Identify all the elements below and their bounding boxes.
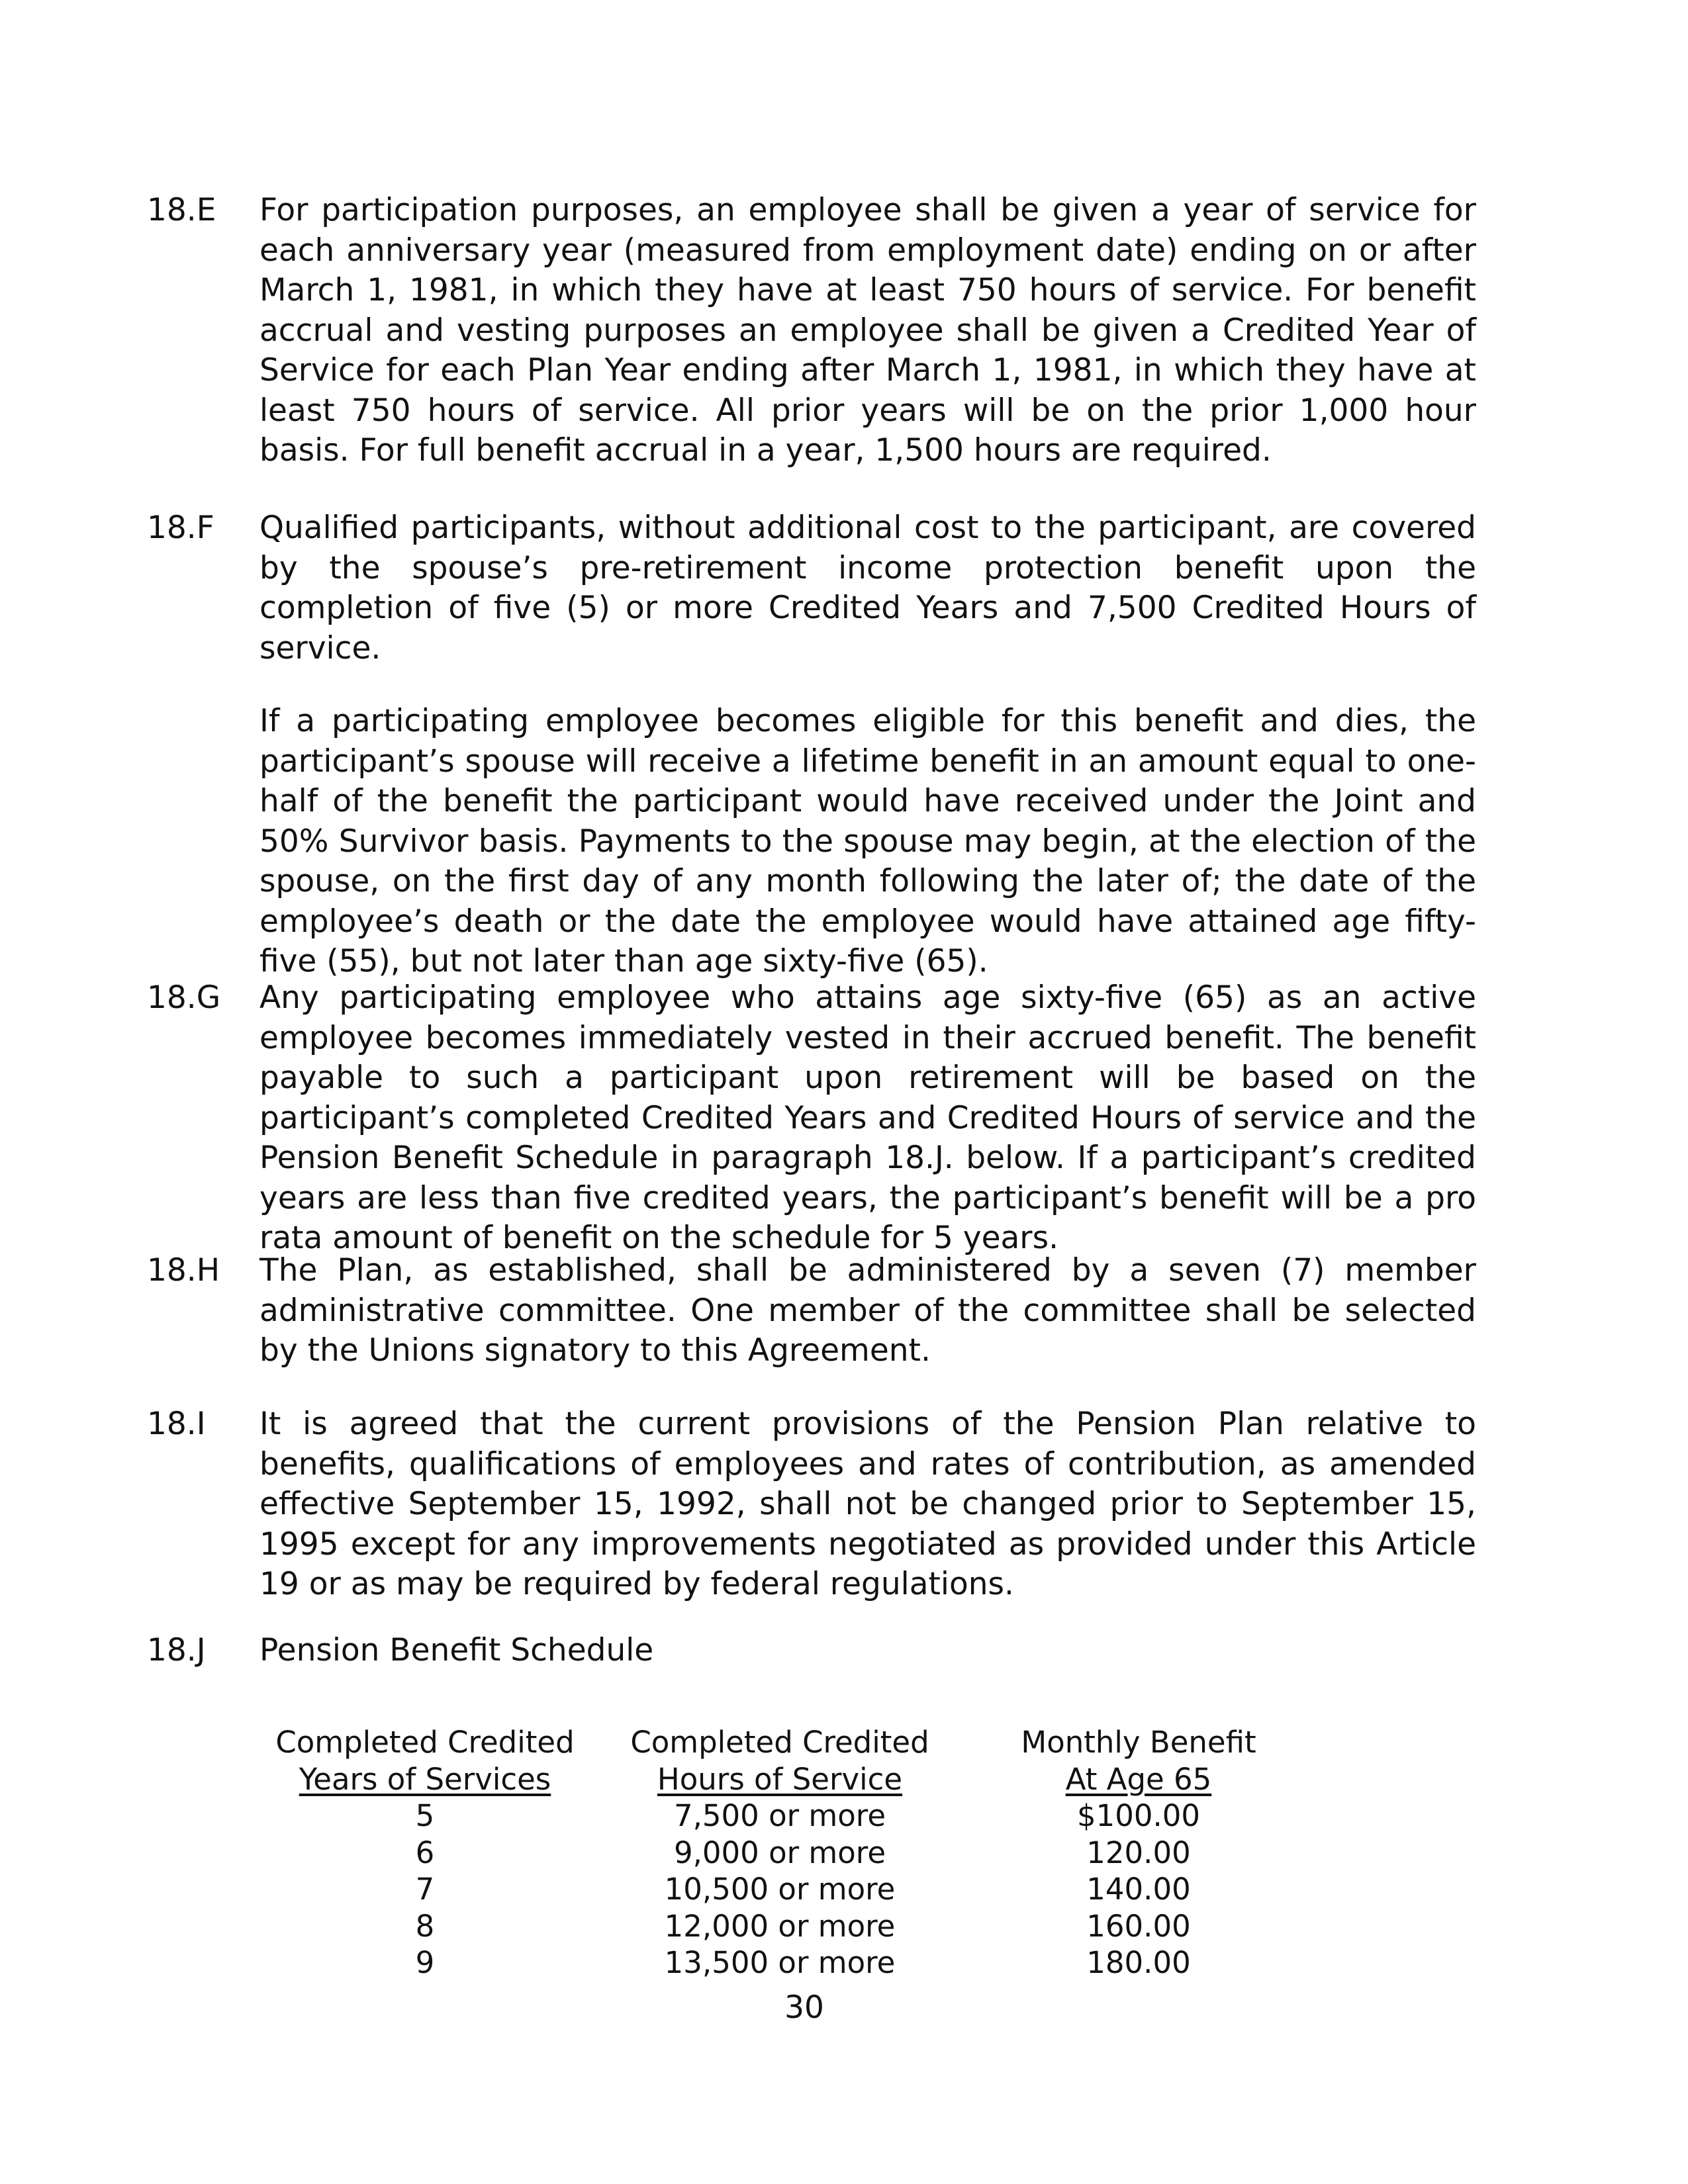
table-cell: 180.00 [1086,1945,1191,1980]
column-header: Years of Services [299,1761,551,1797]
table-cell: 7 [415,1872,435,1907]
column-header: Completed Credited [275,1725,575,1760]
section-18h [147,1251,1476,1371]
column-header: At Age 65 [1065,1761,1212,1797]
table-cell: 140.00 [1086,1872,1191,1907]
table-cell: 8 [415,1908,435,1944]
section-number: 18.G [147,979,221,1016]
table-cell: 9,000 or more [673,1835,886,1870]
table-cell: 5 [415,1798,435,1833]
column-monthly-benefit [1006,1724,1271,1981]
section-18j [147,1631,1476,1671]
section-number: 18.I [147,1406,206,1442]
section-number: 18.H [147,1252,220,1289]
table-cell: 120.00 [1086,1835,1191,1870]
table-cell: 12,000 or more [664,1908,896,1944]
section-paragraph: It is agreed that the current provisions of the Pension Plan relative to benefits, qualifications of employees and rates of contribution, as amended effective September 15, 1992, shall not be changed prior to September 15, 1995 except for any improvements negotiated as provided under this Article 19 or as may be required by federal regulations. [259,1406,1476,1602]
section-number: 18.J [147,1632,206,1668]
section-18e [147,191,1476,471]
section-paragraph: Any participating employee who attains age sixty-five (65) as an active employee becomes immediately vested in their accrued benefit. The benefit payable to such a participant upon retirement will be based on the participant’s completed Credited Years and Credited Hours of service and the Pension Benefit Schedule in paragraph 18.J. below. If a participant’s credited years are less than five credited years, the participant’s benefit will be a pro rata amount of benefit on the schedule for 5 years. [259,979,1476,1256]
table-cell: 160.00 [1086,1908,1191,1944]
table-cell: $100.00 [1076,1798,1201,1833]
section-paragraph: The Plan, as established, shall be administered by a seven (7) member administrative committee. One member of the committee shall be selected by the Unions signatory to this Agreement. [259,1252,1476,1369]
section-body [259,508,1476,982]
table-cell: 9 [415,1945,435,1980]
section-body [259,1404,1476,1605]
section-number: 18.E [147,192,216,228]
table-cell: 7,500 or more [673,1798,886,1833]
section-heading: Pension Benefit Schedule [259,1632,654,1668]
column-header: Monthly Benefit [1021,1725,1256,1760]
column-header: Completed Credited [630,1725,929,1760]
section-body [259,1631,1476,1671]
table-cell: 10,500 or more [664,1872,896,1907]
section-paragraph: Qualified participants, without additional cost to the participant, are covered by the spouse’s pre-retirement income protection benefit upon the completion of five (5) or more Credited Years and 7,500 Credited Hours of service. [259,510,1476,666]
section-18f [147,508,1476,982]
section-paragraph: If a participating employee becomes eligible for this benefit and dies, the participant’s spouse will receive a lifetime benefit in an amount equal to one-half of the benefit the participant would have received under the Joint and 50% Survivor basis. Payments to the spouse may begin, at the election of the spouse, on the first day of any month following the later of; the date of the employee’s death or the date the employee would have attained age fifty-five (55), but not later than age sixty-five (65). [259,703,1476,979]
section-number: 18.F [147,510,214,546]
section-paragraph: For participation purposes, an employee shall be given a year of service for each anniversary year (measured from employment date) ending on or after March 1, 1981, in which they have at least 750 hours of service. For benefit accrual and vesting purposes an employee shall be given a Credited Year of Service for each Plan Year ending after March 1, 1981, in which they have at least 750 hours of service. All prior years will be on the prior 1,000 hour basis. For full benefit accrual in a year, 1,500 hours are required. [259,192,1476,469]
column-years [259,1724,590,1981]
table-cell: 6 [415,1835,435,1870]
column-header: Hours of Service [657,1761,903,1797]
section-18g [147,978,1476,1259]
section-body [259,1251,1476,1371]
table-cell: 13,500 or more [664,1945,896,1980]
section-18i [147,1404,1476,1605]
section-body [259,978,1476,1259]
section-body [259,191,1476,471]
page-number: 30 [784,1989,824,2026]
column-hours [614,1724,945,1981]
